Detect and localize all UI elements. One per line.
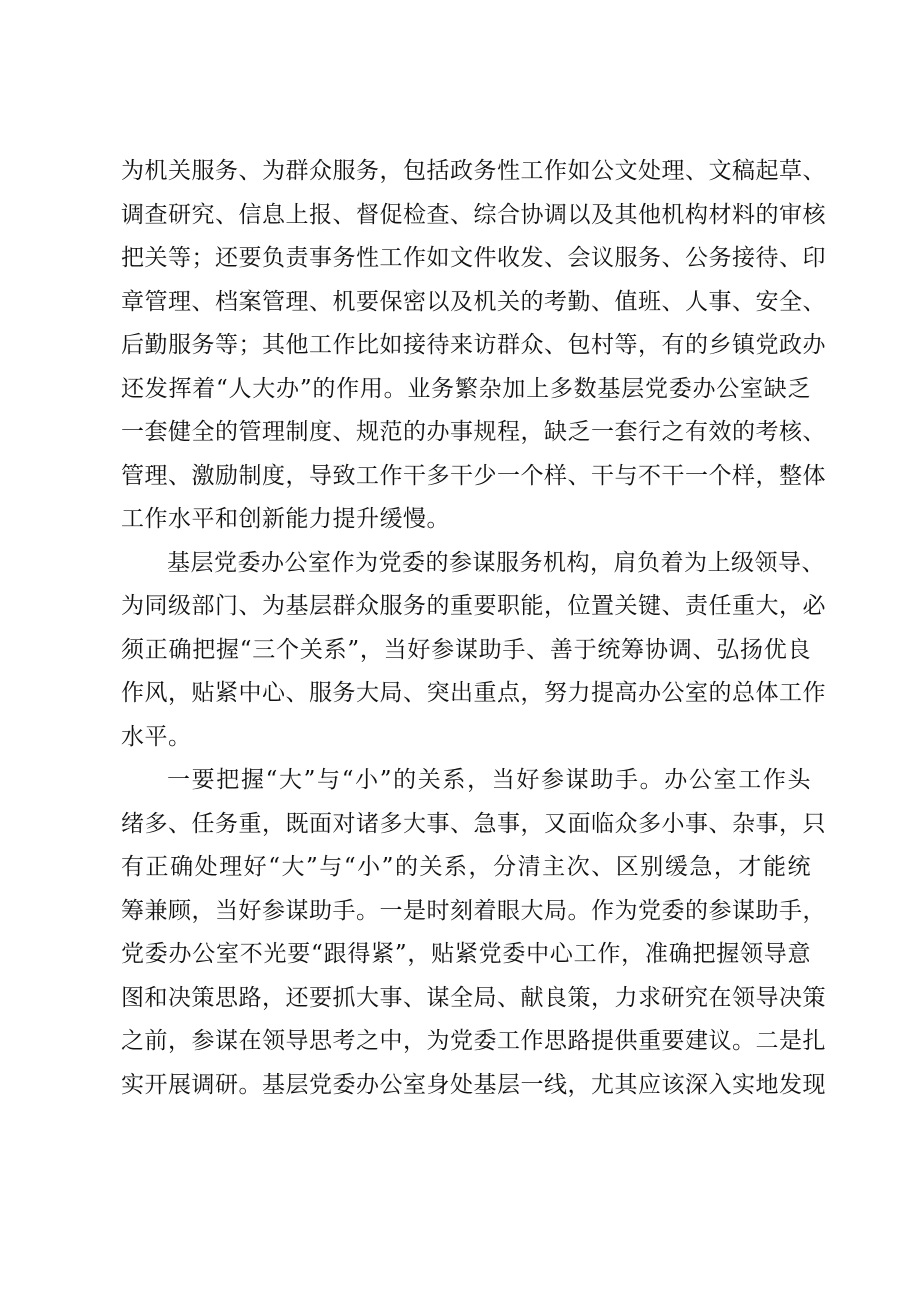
- text-line: 后勤服务等；其他工作比如接待来访群众、包村等，有的乡镇党政办: [121, 332, 826, 358]
- text-line: 图和决策思路，还要抓大事、谋全局、献良策，力求研究在领导决策: [121, 984, 826, 1011]
- text-line: 调查研究、信息上报、督促检查、综合协调以及其他机构材料的审核: [121, 201, 826, 228]
- text-line: 实开展调研。基层党委办公室身处基层一线，尤其应该深入实地发现: [121, 1071, 826, 1098]
- document-body: [121, 150, 826, 1107]
- paragraph-2: [121, 542, 826, 760]
- text-line: 工作水平和创新能力提升缓慢。: [121, 506, 450, 532]
- text-line: 管理、激励制度，导致工作干多干少一个样、干与不干一个样，整体: [121, 462, 826, 489]
- text-line: 一套健全的管理制度、规范的办事规程，缺乏一套行之有效的考核、: [121, 419, 826, 445]
- text-line: 基层党委办公室作为党委的参谋服务机构，肩负着为上级领导、: [167, 549, 825, 576]
- text-line: 党委办公室不光要“跟得紧”，贴紧党委中心工作，准确把握领导意: [121, 941, 811, 967]
- text-line: 把关等；还要负责事务性工作如文件收发、会议服务、公务接待、印: [121, 245, 826, 271]
- text-line: 水平。: [121, 723, 192, 750]
- text-line: 为机关服务、为群众服务，包括政务性工作如公文处理、文稿起草、: [121, 158, 826, 184]
- text-line: 绪多、任务重，既面对诸多大事、急事，又面临众多小事、杂事，只: [121, 810, 826, 837]
- text-line: 筹兼顾，当好参谋助手。一是时刻着眼大局。作为党委的参谋助手，: [121, 897, 826, 924]
- text-line: 有正确处理好“大”与“小”的关系，分清主次、区别缓急，才能统: [121, 854, 811, 880]
- text-line: 还发挥着“人大办”的作用。业务繁杂加上多数基层党委办公室缺乏: [121, 375, 811, 402]
- text-line: 一要把握“大”与“小”的关系，当好参谋助手。办公室工作头: [167, 767, 811, 793]
- paragraph-1: [121, 150, 826, 542]
- text-line: 须正确把握“三个关系”，当好参谋助手、善于统筹协调、弘扬优良: [121, 636, 811, 663]
- text-line: 章管理、档案管理、机要保密以及机关的考勤、值班、人事、安全、: [121, 288, 826, 315]
- text-line: 为同级部门、为基层群众服务的重要职能，位置关键、责任重大，必: [121, 593, 826, 619]
- text-line: 之前，参谋在领导思考之中，为党委工作思路提供重要建议。二是扎: [121, 1028, 826, 1054]
- paragraph-3: [121, 759, 826, 1107]
- text-line: 作风，贴紧中心、服务大局、突出重点，努力提高办公室的总体工作: [121, 680, 826, 706]
